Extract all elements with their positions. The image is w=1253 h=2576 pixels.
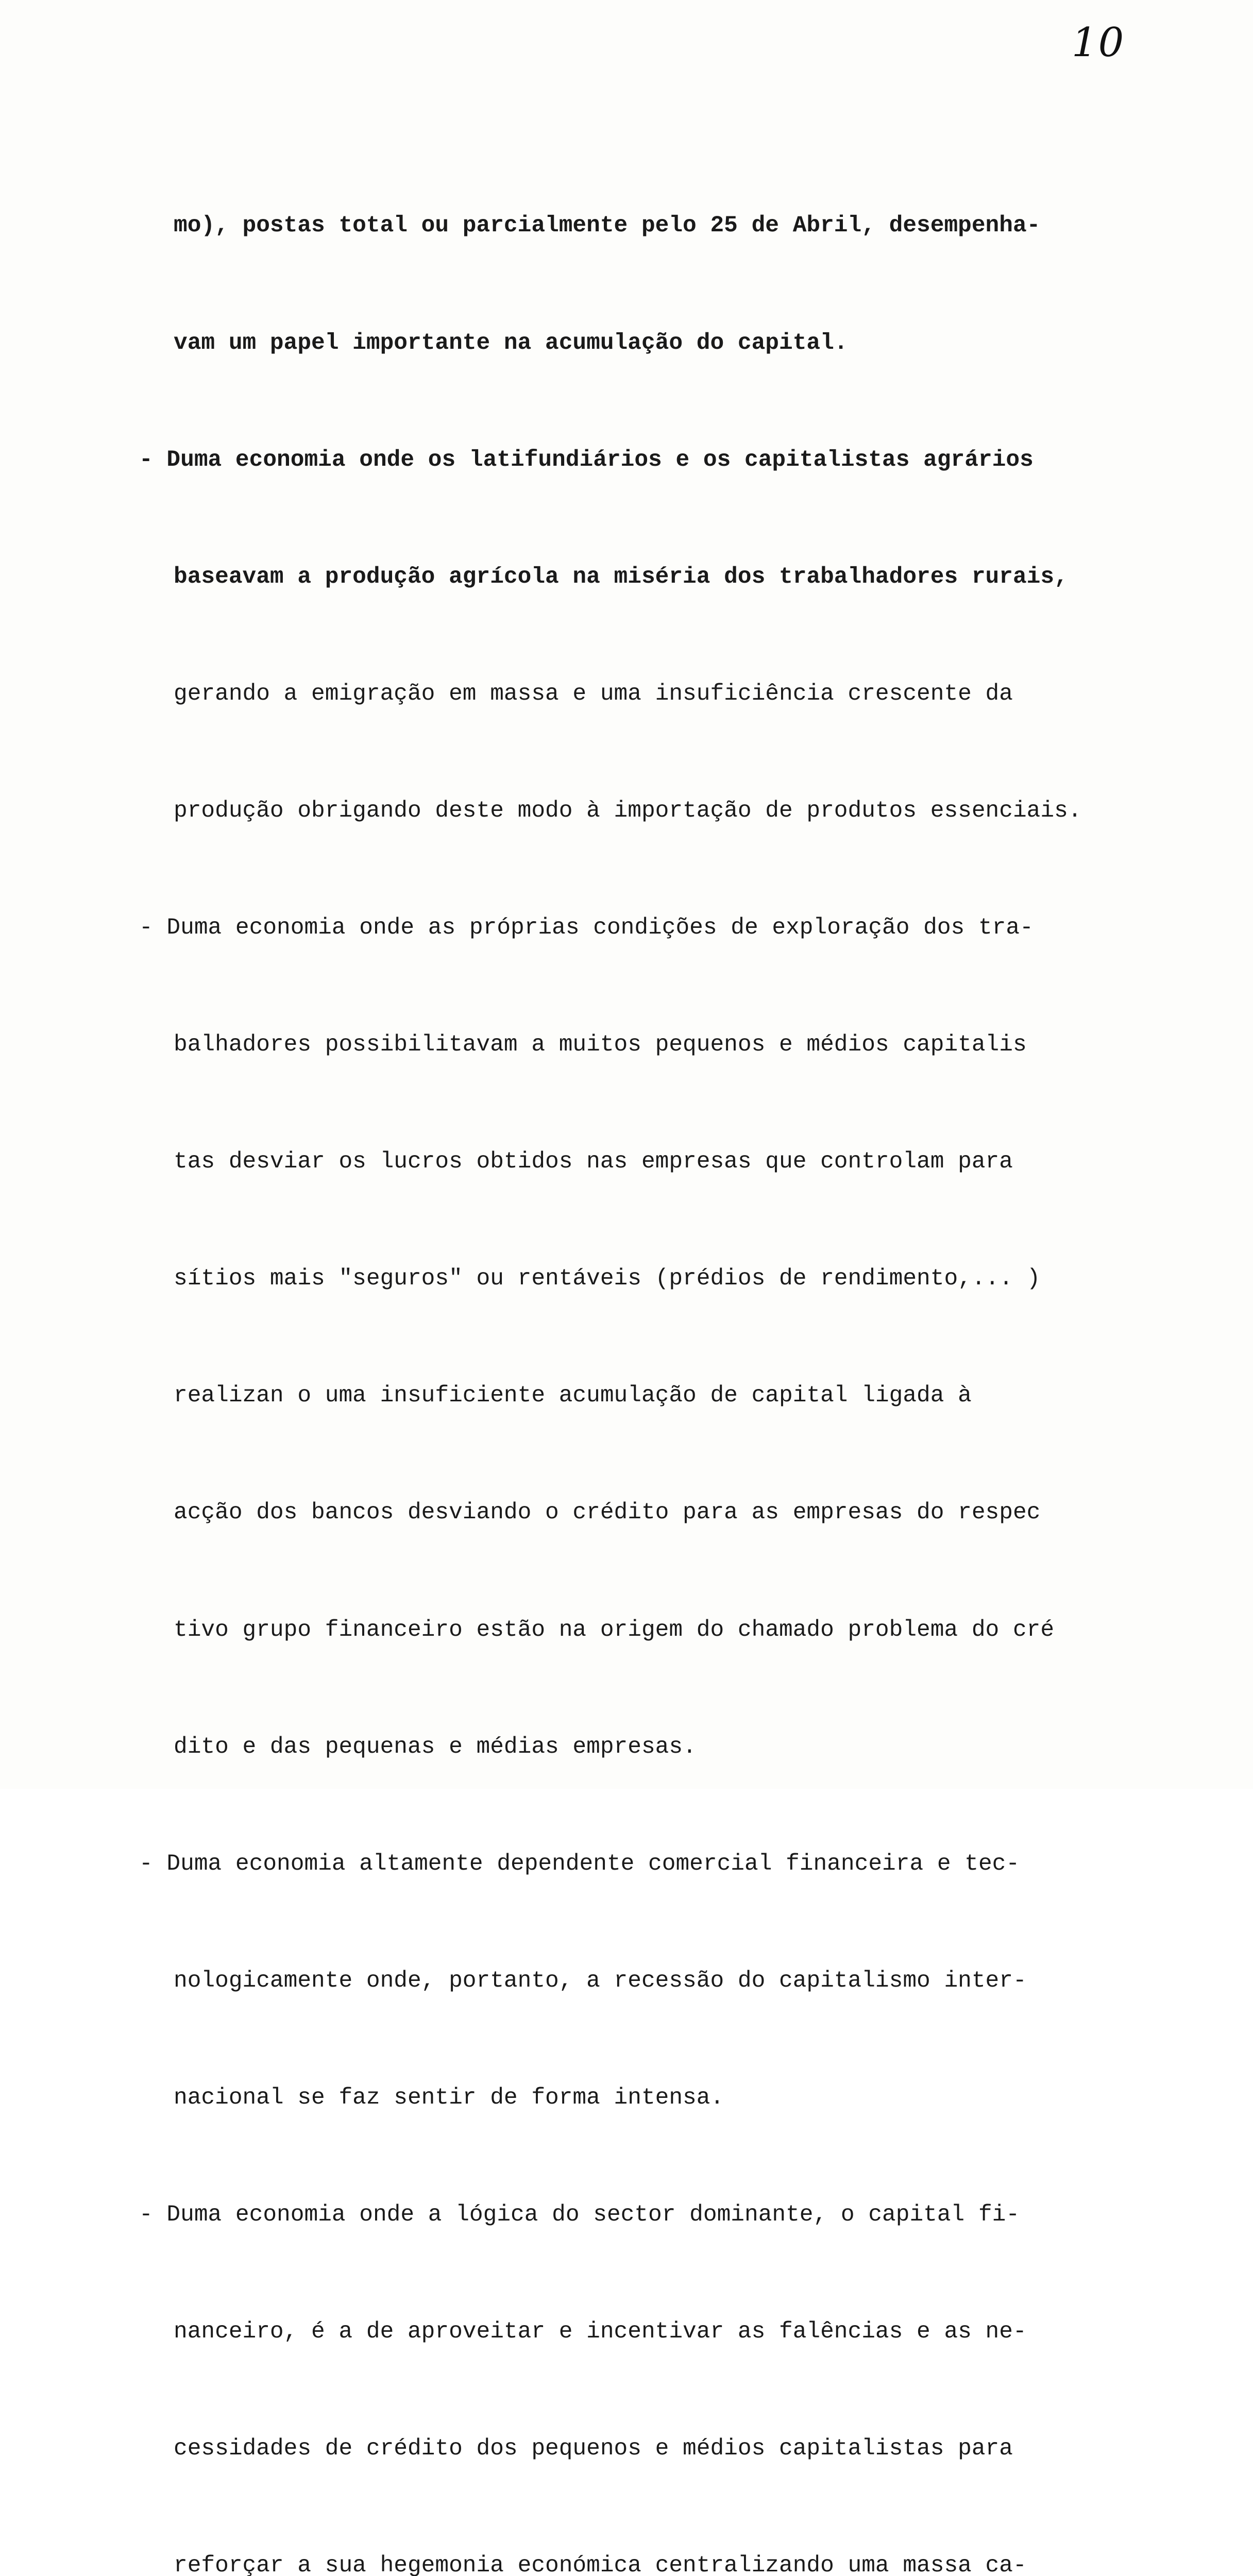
text-line: acção dos bancos desviando o crédito para as empresas do respec	[174, 1500, 1041, 1526]
text-line: produção obrigando deste modo à importação de produtos essenciais.	[174, 798, 1082, 824]
text-line: vam um papel importante na acumulação do capital.	[174, 330, 848, 356]
text-line: dito e das pequenas e médias empresas.	[174, 1734, 697, 1760]
text-line: mo), postas total ou parcialmente pelo 25 de Abril, desempenha-	[174, 213, 1041, 239]
text-line: tivo grupo financeiro estão na origem do chamado problema do cré	[174, 1617, 1055, 1643]
bullet-line: - Duma economia onde a lógica do sector dominante, o capital fi-	[139, 2202, 1020, 2228]
bullet-line: - Duma economia onde os latifundiários e os capitalistas agrários	[139, 447, 1034, 473]
page-number: 10	[1072, 20, 1125, 66]
text-line: nanceiro, é a de aproveitar e incentivar as falências e as ne-	[174, 2319, 1027, 2345]
body-text	[77, 129, 1231, 2576]
bullet-line: - Duma economia altamente dependente comercial financeira e tec-	[139, 1851, 1020, 1877]
text-line: tas desviar os lucros obtidos nas empresas que controlam para	[174, 1149, 1013, 1175]
text-line: baseavam a produção agrícola na miséria dos trabalhadores rurais,	[174, 564, 1068, 590]
text-line: nacional se faz sentir de forma intensa.	[174, 2084, 724, 2111]
text-line: reforçar a sua hegemonia económica centralizando uma massa ca-	[174, 2553, 1027, 2576]
text-line: gerando a emigração em massa e uma insuficiência crescente da	[174, 681, 1013, 707]
text-line: cessidades de crédito dos pequenos e médios capitalistas para	[174, 2436, 1013, 2462]
text-line: balhadores possibilitavam a muitos pequenos e médios capitalis	[174, 1032, 1027, 1058]
text-line: sítios mais "seguros" ou rentáveis (prédios de rendimento,... )	[174, 1266, 1041, 1292]
text-line: realizan o uma insuficiente acumulação de capital ligada à	[174, 1383, 972, 1409]
text-line: nologicamente onde, portanto, a recessão do capitalismo inter-	[174, 1968, 1027, 1994]
bullet-line: - Duma economia onde as próprias condições de exploração dos tra-	[139, 914, 1034, 941]
